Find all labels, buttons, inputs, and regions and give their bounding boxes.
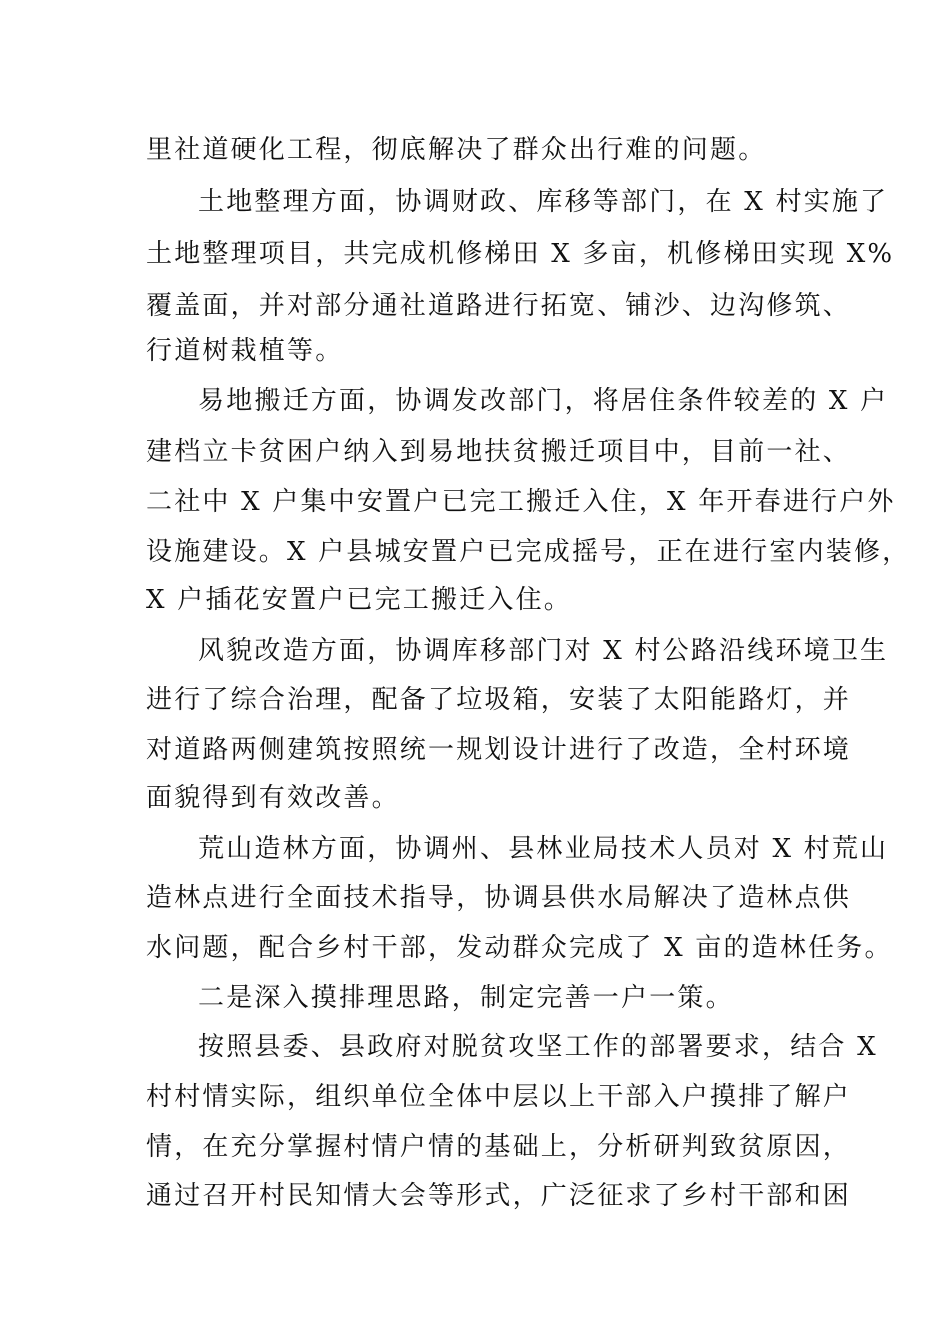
text-line: 土地整理项目，共完成机修梯田 X 多亩，机修梯田实现 X% [146,239,895,269]
text-line: 建档立卡贫困户纳入到易地扶贫搬迁项目中，目前一社、 [146,437,852,467]
text-line: 进行了综合治理，配备了垃圾箱，安装了太阳能路灯，并 [146,685,852,715]
paragraph-first-line: 按照县委、县政府对脱贫攻坚工作的部署要求，结合 X [198,1032,878,1062]
paragraph-first-line: 风貌改造方面，协调库移部门对 X 村公路沿线环境卫生 [198,636,889,666]
text-line: 设施建设。X 户县城安置户已完成摇号，正在进行室内装修， [146,537,911,567]
text-line: 行道树栽植等。 [146,336,344,366]
paragraph-first-line: 荒山造林方面，协调州、县林业局技术人员对 X 村荒山 [198,834,889,864]
section-heading: 二是深入摸排理思路，制定完善一户一策。 [198,983,734,1013]
text-line: 造林点进行全面技术指导，协调县供水局解决了造林点供 [146,883,852,913]
text-line: 里社道硬化工程，彻底解决了群众出行难的问题。 [146,135,767,165]
text-line: 情，在充分掌握村情户情的基础上，分析研判致贫原因， [146,1132,852,1162]
paragraph-first-line: 易地搬迁方面，协调发改部门，将居住条件较差的 X 户 [198,386,889,416]
text-line: 覆盖面，并对部分通社道路进行拓宽、铺沙、边沟修筑、 [146,291,852,321]
text-line: 通过召开村民知情大会等形式，广泛征求了乡村干部和困 [146,1181,852,1211]
text-line: 村村情实际，组织单位全体中层以上干部入户摸排了解户 [146,1082,852,1112]
text-line: 对道路两侧建筑按照统一规划设计进行了改造，全村环境 [146,735,852,765]
paragraph-first-line: 土地整理方面，协调财政、库移等部门，在 X 村实施了 [198,187,889,217]
text-line: X 户插花安置户已完工搬迁入住。 [146,585,572,615]
text-line: 二社中 X 户集中安置户已完工搬迁入住，X 年开春进行户外 [146,487,896,517]
text-line: 面貌得到有效改善。 [146,783,400,813]
text-line: 水问题，配合乡村干部，发动群众完成了 X 亩的造林任务。 [146,933,893,963]
